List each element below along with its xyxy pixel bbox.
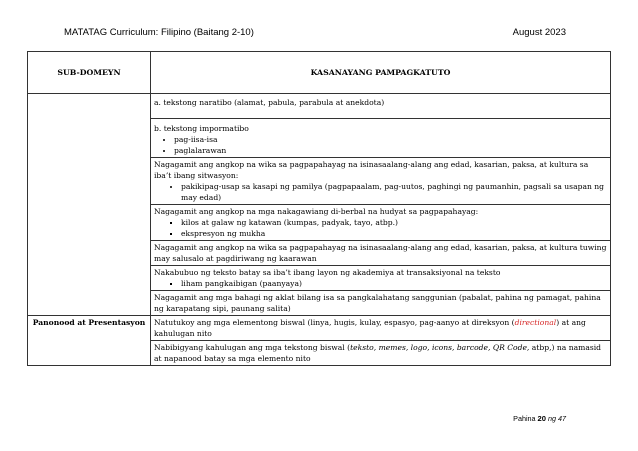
page-current: 20	[537, 414, 546, 423]
text-segment: Nabibigyang kahulugan ang mga tekstong biswal (	[154, 343, 351, 352]
competency-cell	[151, 266, 611, 291]
curriculum-table	[27, 51, 611, 366]
competency-cell	[151, 316, 611, 341]
list-item: ▪ kilos at galaw ng katawan (kumpas, padyak, tayo, atbp.)	[181, 217, 607, 228]
competency-cell	[151, 341, 611, 366]
competency-text	[154, 342, 607, 364]
column-header-competencies: KASANAYANG PAMPAGKATUTO	[151, 52, 611, 94]
competency-text: a. tekstong naratibo (alamat, pabula, parabula at anekdota)	[154, 98, 385, 107]
competency-cell	[151, 119, 611, 158]
subdomain-cell: Panonood at Presentasyon	[28, 316, 151, 366]
list-item: • pakikipag-usap sa kasapi ng pamilya (pagpapaalam, pag-uutos, paghingi ng paumanhin, pagsali sa usapan ng may edad)	[181, 181, 607, 203]
competency-text: Nagagamit ang angkop na wika sa pagpapahayag na isinasaalang-alang ang edad, kasarian, paksa, at kultura sa iba’t ibang sitwasyon:	[154, 160, 589, 180]
list-item: • pag-iisa-isa	[174, 134, 607, 145]
competency-cell	[151, 205, 611, 241]
page-prefix: Pahina	[513, 414, 536, 423]
text-segment: ) at ang kahulugan nito	[154, 318, 586, 338]
competency-text: Nagagamit ang angkop na wika sa pagpapahayag na isinasaalang-alang ang edad, kasarian, paksa, at kultura tuwing may salusalo at pagdiriwang ng kaarawan	[154, 243, 607, 263]
competency-cell	[151, 94, 611, 119]
page-number	[513, 414, 566, 423]
page-total: ng 47	[548, 414, 566, 423]
column-header-subdomain: SUB-DOMEYN	[28, 52, 151, 94]
table-header-row	[28, 52, 611, 94]
competency-text	[154, 317, 607, 339]
subdomain-cell-empty	[28, 94, 151, 316]
italic-text: teksto, memes, logo, icons, barcode, QR Code,	[350, 343, 530, 352]
list-item: • paglalarawan	[174, 145, 607, 156]
competency-text: Nagagamit ang mga bahagi ng aklat bilang isa sa pangkalahatang sanggunian (pabalat, pahina ng pamagat, pahina ng karapatang sipi, paunang salita)	[154, 293, 601, 313]
list-item: ▪ ekspresyon ng mukha	[181, 228, 607, 239]
table-row	[28, 94, 611, 119]
competency-cell	[151, 291, 611, 316]
competency-cell	[151, 241, 611, 266]
text-segment: Natutukoy ang mga elementong biswal (linya, hugis, kulay, espasyo, pag-aanyo at direksyon (	[154, 318, 515, 327]
table-row	[28, 316, 611, 341]
competency-text: Nakabubuo ng teksto batay sa iba’t ibang layon ng akademiya at transaksiyonal na teksto	[154, 268, 501, 277]
highlight-text: directional	[514, 318, 557, 327]
text-segment: atbp,) na namasid at napanood batay sa mga elemento nito	[154, 343, 602, 363]
competency-text: Nagagamit ang angkop na mga nakagawiang di-berbal na hudyat sa pagpapahayag:	[154, 207, 479, 216]
document-header-title: MATATAG Curriculum: Filipino (Baitang 2-10)	[64, 27, 254, 38]
document-header-date: August 2023	[512, 27, 566, 38]
competency-text: b. tekstong impormatibo	[154, 124, 249, 133]
list-item: ▪ liham pangkaibigan (paanyaya)	[181, 278, 607, 289]
competency-cell	[151, 158, 611, 205]
